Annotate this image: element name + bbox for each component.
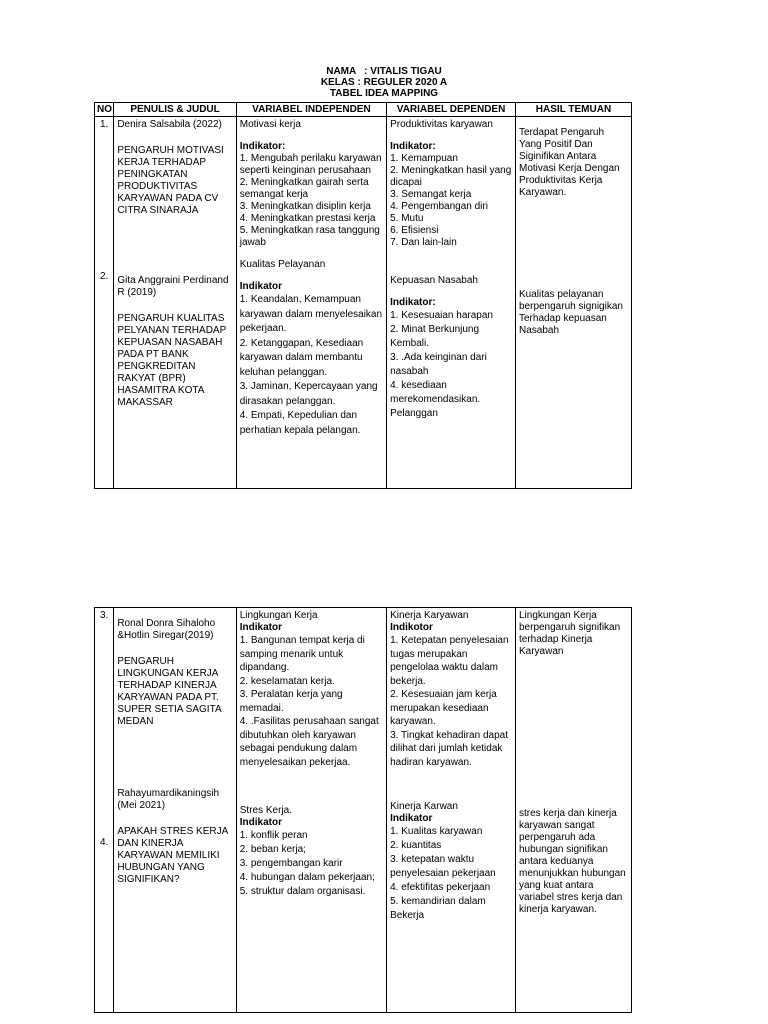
col-header-independent: VARIABEL INDEPENDEN: [236, 103, 386, 117]
list-item: 3. Jaminan, Kepercayaan yang dirasakan pelanggan.: [239, 381, 378, 407]
result-cell: [515, 608, 631, 1013]
dependent-cell: [387, 117, 516, 489]
study-title: PENGARUH KUALITAS PELYANAN TERHADAP KEPUASAN NASABAH PADA PT BANK PENGKREDITAN RAKYAT (BPR) HASAMITRA KOTA MAKASSAR: [117, 313, 227, 408]
list-item: 1. Mengubah perilaku karyawan seperti keinginan perusahaan: [239, 153, 382, 176]
col-header-author-title: PENULIS & JUDUL: [114, 103, 236, 117]
student-class: KELAS : REGULER 2020 A: [320, 77, 448, 88]
list-item: 3. Meningkatkan disiplin kerja: [239, 201, 371, 212]
finding-text: Lingkungan Kerja berpengaruh signifikan terhadap Kinerja Karyawan: [518, 610, 621, 657]
list-item: 4. Pengembangan diri: [390, 201, 488, 212]
result-cell: [515, 117, 631, 489]
list-item: 4. Meningkatkan prestasi kerja: [239, 213, 376, 224]
variable-name: Stres Kerja.: [239, 805, 292, 816]
list-item: 4. Empati, Kepedulian dan perhatian kepala pelangan.: [239, 410, 361, 436]
table-title: TABEL IDEA MAPPING: [329, 88, 439, 99]
table-header-row: [95, 103, 632, 117]
indicator-list: [390, 153, 512, 249]
list-item: 2. Meningkatkan hasil yang dicapai: [390, 165, 512, 188]
study-title: PENGARUH LINGKUNGAN KERJA TERHADAP KINERJA KARYAWAN PADA PT. SUPER SETIA SAGITA MEDAN: [117, 656, 222, 727]
list-item: 4. hubungan dalam pekerjaan;: [239, 872, 375, 883]
table-row: [95, 117, 632, 489]
list-item: 2. keselamatan kerja.: [239, 675, 335, 687]
list-item: 4. .Fasilitas perusahaan sangat dibutuhkan oleh karyawan sebagai pendukung dalam menyelesaikan pekerjaa.: [239, 716, 379, 768]
list-item: 2. beban kerja;: [239, 844, 306, 855]
list-item: 2. Meningkatkan gairah serta semangat kerja: [239, 177, 369, 200]
dependent-cell: [387, 608, 516, 1013]
list-item: Pelanggan: [390, 408, 438, 419]
finding-text: Kualitas pelayanan berpengaruh signigikan Terhadap kepuasan Nasabah: [518, 289, 623, 336]
study-title: APAKAH STRES KERJA DAN KINERJA KARYAWAN MEMILIKI HUBUNGAN YANG SIGNIFIKAN?: [117, 826, 228, 885]
list-item: 3. Semangat kerja: [390, 189, 472, 200]
list-item: 3. Peralatan kerja yang memadai.: [239, 689, 343, 714]
list-item: 5. struktur dalam organisasi.: [239, 886, 366, 897]
student-name: NAMA : VITALIS TIGAU: [326, 66, 442, 77]
list-item: 3. .Ada keinginan dari nasabah: [390, 352, 487, 377]
indicator-label: Indikotor: [390, 622, 433, 633]
list-item: 3. ketepatan waktu penyelesaian pekerjaan: [390, 854, 496, 879]
author: Rahayumardikaningsih (Mei 2021): [117, 788, 220, 811]
author: Denira Salsabila (2022): [117, 119, 222, 130]
table-row: [95, 608, 632, 1013]
indicator-list: [390, 634, 512, 769]
study-title: PENGARUH MOTIVASI KERJA TERHADAP PENINGKATAN PRODUKTIVITAS KARYAWAN PADA CV CITRA SINARAJA: [117, 145, 224, 216]
list-item: 1. Kualitas karyawan: [390, 826, 483, 837]
list-item: 2. Minat Berkunjung Kembali.: [390, 324, 480, 349]
variable-name: Produktivitas karyawan: [390, 119, 493, 130]
independent-cell: [236, 608, 386, 1013]
row-number: 1.: [99, 119, 109, 130]
list-item: 7. Dan lain-lain: [390, 237, 457, 248]
variable-name: Motivasi kerja: [239, 119, 301, 130]
idea-mapping-table-page-1: [94, 102, 632, 489]
list-item: 1. Ketepatan penyelesaian tugas merupakan pengelolaa waktu dalam bekerja.: [390, 635, 509, 687]
col-header-result: HASIL TEMUAN: [515, 103, 631, 117]
variable-name: Kinerja Karyawan: [390, 610, 469, 621]
row-number: 3.: [99, 610, 109, 621]
indicator-list: [390, 825, 512, 923]
row-numbers: [95, 117, 114, 489]
author-title-cell: [114, 117, 236, 489]
list-item: 2. kuantitas: [390, 840, 442, 851]
indicator-list: [240, 634, 383, 769]
list-item: 5. Mutu: [390, 213, 424, 224]
list-item: 2. Ketanggapan, Kesediaan karyawan dalam membantu keluhan pelanggan.: [239, 337, 364, 378]
list-item: 1. Kesesuaian harapan: [390, 310, 493, 321]
idea-mapping-table-page-2: [94, 607, 632, 1013]
variable-name: Kinerja Karwan: [390, 801, 458, 812]
indicator-label: Indikator: [239, 281, 282, 292]
row-number: 2.: [99, 271, 109, 282]
variable-name: Kepuasan Nasabah: [390, 275, 478, 286]
list-item: 6. Efisiensi: [390, 225, 439, 236]
indicator-label: Indikator:: [239, 141, 286, 152]
document-header: [0, 66, 768, 99]
finding-text: Terdapat Pengaruh Yang Positif Dan Siginifikan Antara Motivasi Kerja Dengan Produktivitas Kerja Karyawan.: [518, 127, 620, 198]
list-item: 5. Meningkatkan rasa tanggung jawab: [239, 225, 380, 248]
list-item: 2. Kesesuaian jam kerja merupakan kesediaan karyawan.: [390, 689, 497, 727]
finding-text: stres kerja dan kinerja karyawan sangat perpengaruh ada hubungan signifikan antara keduanya menunjukkan hubungan yang kuat antara variabel stres kerja dan kinerja karyawan.: [518, 808, 626, 915]
indicator-label: Indikator: [239, 622, 282, 633]
col-header-no: NO: [95, 103, 114, 117]
list-item: 1. Keandalan, Kemampuan karyawan dalam menyelesaikan pekerjaan.: [239, 294, 383, 334]
list-item: 1. Bangunan tempat kerja di samping menarik untuk dipandang.: [239, 635, 365, 673]
indicator-label: Indikator: [390, 813, 433, 824]
list-item: 5. kemandirian dalam Bekerja: [390, 896, 486, 921]
col-header-dependent: VARIABEL DEPENDEN: [387, 103, 516, 117]
indicator-label: Indikator:: [390, 141, 436, 152]
row-number: 4.: [99, 837, 109, 848]
independent-cell: [236, 117, 386, 489]
indicator-label: Indikator:: [390, 297, 436, 308]
author-title-cell: [114, 608, 236, 1013]
list-item: 4. efektifitas pekerjaan: [390, 882, 491, 893]
variable-name: Kualitas Pelayanan: [239, 259, 326, 270]
indicator-list: [240, 829, 383, 899]
author: Ronal Donra Sihaloho &Hotlin Siregar(2019): [117, 618, 216, 641]
indicator-list: [390, 309, 512, 421]
indicator-label: Indikator: [239, 817, 282, 828]
variable-name: Lingkungan Kerja: [239, 610, 318, 621]
list-item: 1. konflik peran: [239, 830, 308, 841]
indicator-list: [240, 293, 383, 438]
list-item: 3. pengembangan karir: [239, 858, 343, 869]
list-item: 1. Kemampuan: [390, 153, 458, 164]
indicator-list: [240, 153, 383, 249]
list-item: 3. Tingkat kehadiran dapat dilihat dari jumlah ketidak hadiran karyawan.: [390, 729, 508, 768]
author: Gita Anggraini Perdinand R (2019): [117, 275, 229, 298]
list-item: 4. kesediaan merekomendasikan.: [390, 380, 481, 405]
row-numbers: [95, 608, 114, 1013]
